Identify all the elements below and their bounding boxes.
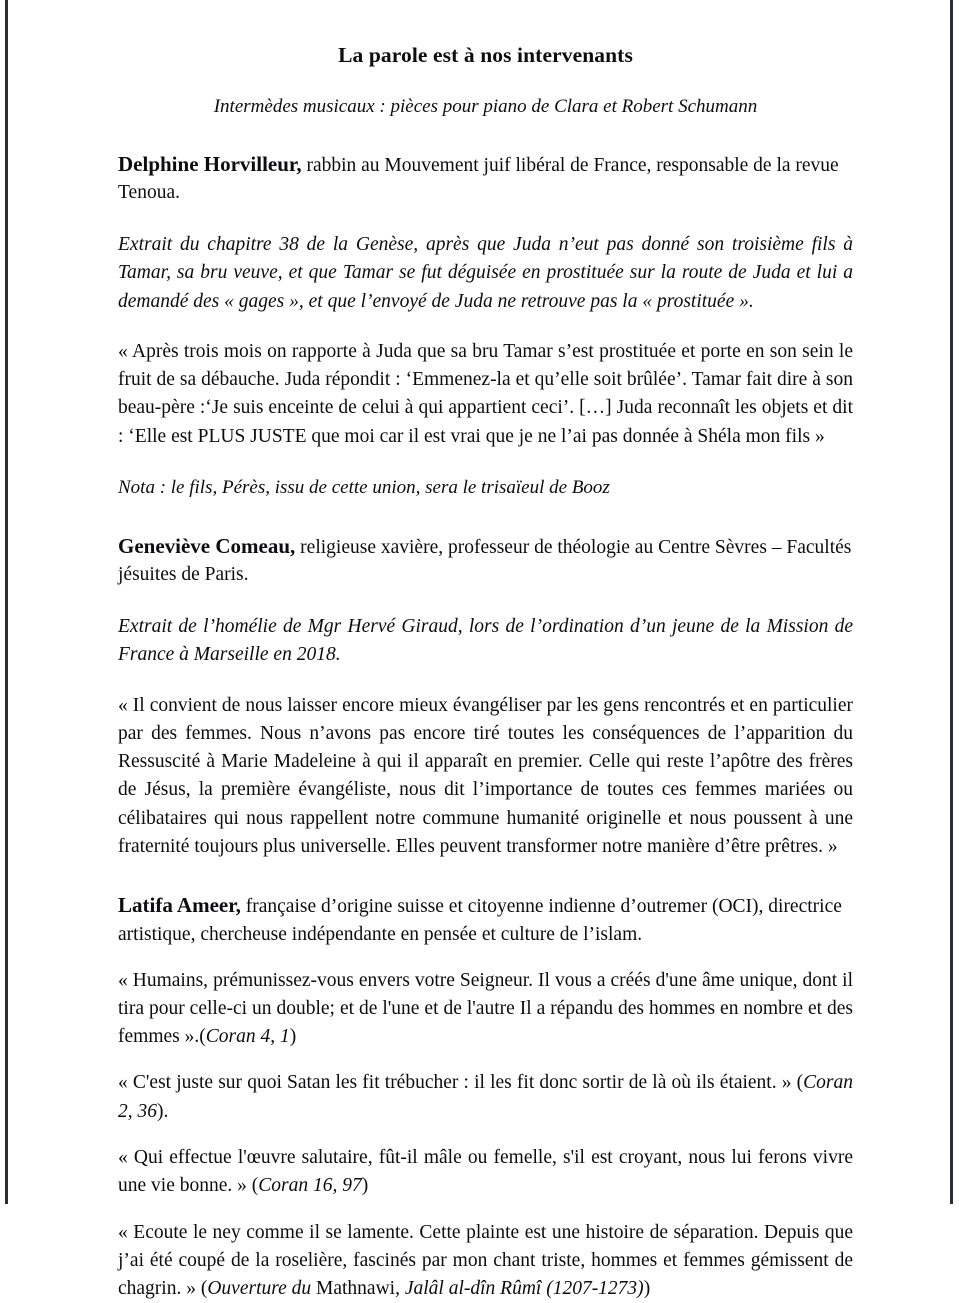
speaker-name-genevieve: Geneviève Comeau, xyxy=(118,534,295,558)
quran-quote-16-97-tail: ) xyxy=(362,1175,369,1196)
document-subtitle: Intermèdes musicaux : pièces pour piano de Clara et Robert Schumann xyxy=(118,95,853,120)
rumi-quote-tail: ) xyxy=(644,1278,651,1299)
page-left-edge-rule xyxy=(5,0,8,1204)
quran-source-2-36: Coran 2, 36 xyxy=(118,1072,853,1121)
rumi-source-ouverture: Ouverture du xyxy=(207,1278,311,1299)
quran-quote-2-36 xyxy=(118,1069,853,1126)
speaker-intro-genevieve xyxy=(118,532,853,590)
extract-intro-homelie: Extrait de l’homélie de Mgr Hervé Giraud, lors de l’ordination d’un jeune de la Mission de France à Marseille en 2018. xyxy=(118,613,853,670)
speaker-intro-latifa xyxy=(118,891,853,949)
speaker-name-latifa: Latifa Ameer, xyxy=(118,893,241,917)
rumi-source-author: , Jalâl al-dîn Rûmî (1207-1273) xyxy=(395,1278,644,1299)
extract-intro-genese: Extrait du chapitre 38 de la Genèse, après que Juda n’eut pas donné son troisième fils à Tamar, sa bru veuve, et que Tamar se fut déguisée en prostituée sur la route de Juda et lui a demandé des « gages », et que l’envoyé de Juda ne retrouve pas la « prostituée ». xyxy=(118,231,853,316)
page-right-edge-rule xyxy=(950,0,953,1204)
quran-quote-4-1-tail: ) xyxy=(290,1026,297,1047)
document-body xyxy=(118,42,853,1303)
quran-source-4-1: Coran 4, 1 xyxy=(206,1026,290,1047)
speaker-intro-delphine xyxy=(118,150,853,208)
speaker-bio-delphine: rabbin au Mouvement juif libéral de France, responsable de la revue Tenoua. xyxy=(118,155,839,204)
quran-quote-2-36-text: « C'est juste sur quoi Satan les fit trébucher : il les fit donc sortir de là où ils étaient. » ( xyxy=(118,1072,803,1093)
quran-quote-16-97 xyxy=(118,1144,853,1201)
quran-quote-2-36-tail: ). xyxy=(157,1101,168,1122)
quote-tamar: « Après trois mois on rapporte à Juda que sa bru Tamar s’est prostituée et porte en son sein le fruit de sa débauche. Juda répondit : ‘Emmenez-la et qu’elle soit brûlée’. Tamar fait dire à son beau-père :‘Je suis enceinte de celui à qui appartient ceci’. […] Juda reconnaît les objets et dit : ‘Elle est PLUS JUSTE que moi car il est vrai que je ne l’ai pas donnée à Shéla mon fils » xyxy=(118,338,853,451)
rumi-quote-text: « Ecoute le ney comme il se lamente. Cette plainte est une histoire de séparation. Depuis que j’ai été coupé de la roselière, fascinés par mon chant triste, hommes et femmes gémissent de chagrin. » ( xyxy=(118,1222,853,1300)
nota-peres: Nota : le fils, Pérès, issu de cette union, sera le trisaïeul de Booz xyxy=(118,475,853,502)
quran-quote-16-97-text: « Qui effectue l'œuvre salutaire, fût-il mâle ou femelle, s'il est croyant, nous lui ferons vivre une vie bonne. » ( xyxy=(118,1147,853,1196)
speaker-name-delphine: Delphine Horvilleur, xyxy=(118,152,302,176)
rumi-source-mathnawi: Mathnawi xyxy=(311,1278,395,1299)
page-title: La parole est à nos intervenants xyxy=(118,42,853,69)
quran-source-16-97: Coran 16, 97 xyxy=(258,1175,361,1196)
quran-quote-4-1-text: « Humains, prémunissez-vous envers votre Seigneur. Il vous a créés d'une âme unique, dont il tira pour celle-ci un double; et de l'une et de l'autre Il a répandu des hommes en nombre et des femmes ».( xyxy=(118,970,853,1048)
speaker-bio-latifa: française d’origine suisse et citoyenne indienne d’outremer (OCI), directrice artistique, chercheuse indépendante en pensée et culture de l’islam. xyxy=(118,896,842,945)
speaker-bio-genevieve: religieuse xavière, professeur de théologie au Centre Sèvres – Facultés jésuites de Paris. xyxy=(118,537,851,586)
quote-homelie: « Il convient de nous laisser encore mieux évangéliser par les gens rencontrés et en particulier par des femmes. Nous n’avons pas encore tiré toutes les conséquences de l’apparition du Ressuscité à Marie Madeleine à qui il apparaît en premier. Celle qui reste l’apôtre des frères de Jésus, la première évangéliste, nous dit l’importance de toutes ces femmes mariées ou célibataires qui nous rappellent notre commune humanité originelle et nous poussent à une fraternité toujours plus universelle. Elles peuvent transformer notre manière d’être prêtres. » xyxy=(118,692,853,862)
rumi-quote xyxy=(118,1219,853,1303)
quran-quote-4-1 xyxy=(118,967,853,1052)
